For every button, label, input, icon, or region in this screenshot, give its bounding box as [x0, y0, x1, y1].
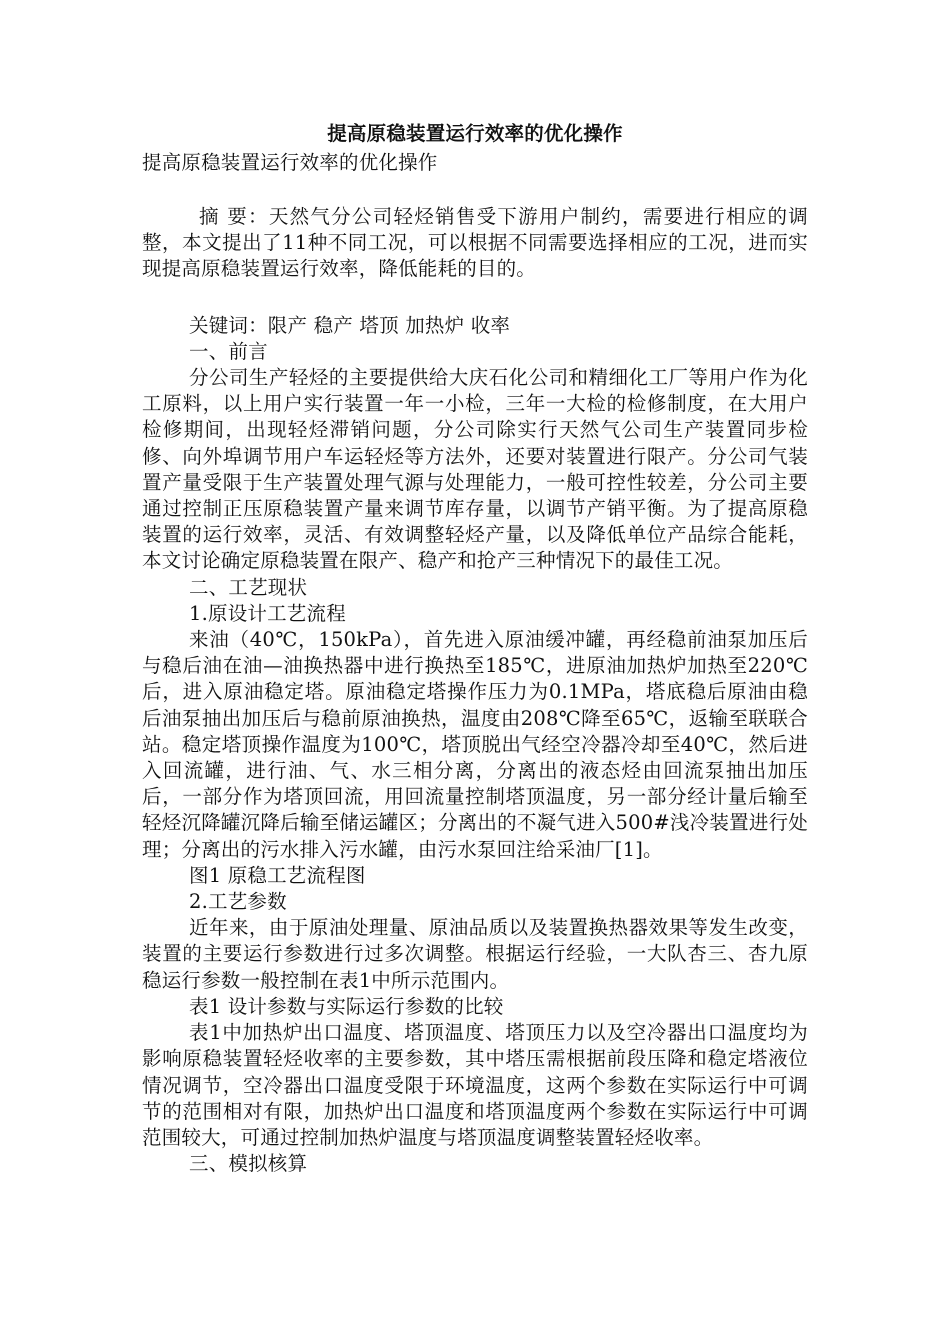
document-body	[142, 120, 808, 1177]
section-heading-simulation: 三、模拟核算	[189, 1152, 308, 1176]
section-heading-introduction: 一、前言	[189, 339, 268, 363]
table-1-discussion-paragraph: 表1中加热炉出口温度、塔顶温度、塔顶压力以及空冷器出口温度均为影响原稳装置轻烃收率的主要参数，其中塔压需根据前段压降和稳定塔液位情况调节，空冷器出口温度受限于环境温度，这两个参数在实际运行中可调节的范围相对有限，加热炉出口温度和塔顶温度两个参数在实际运行中可调范围较大，可通过控制加热炉温度与塔顶温度调整装置轻烃收率。	[142, 1021, 808, 1149]
subsection-heading-original-design: 1.原设计工艺流程	[189, 601, 346, 625]
document-title: 提高原稳装置运行效率的优化操作	[327, 122, 623, 145]
figure-1-caption: 图1 原稳工艺流程图	[189, 863, 366, 887]
subsection-heading-process-parameters: 2.工艺参数	[189, 890, 287, 914]
process-flow-paragraph: 来油（40℃，150kPa），首先进入原油缓冲罐，再经稳前油泵加压后与稳后油在油—油换热器中进行换热至185℃，进原油加热炉加热至220℃后，进入原油稳定塔。原油稳定塔操作压力为0.1MPa，塔底稳后原油由稳后油泵抽出加压后与稳前原油换热，温度由208℃降至65℃，返输至联联合站。稳定塔顶操作温度为100℃，塔顶脱出气经空冷器冷却至40℃，然后进入回流罐，进行油、气、水三相分离，分离出的液态烃由回流泵抽出加压后，一部分作为塔顶回流，用回流量控制塔顶温度，另一部分经计量后输至轻烃沉降罐沉降后输至储运罐区；分离出的不凝气进入500#浅冷装置进行处理；分离出的污水排入污水罐，由污水泵回注给采油厂[1]。	[142, 628, 808, 861]
document-subtitle: 提高原稳装置运行效率的优化操作	[142, 151, 438, 174]
abstract-paragraph: 摘 要：天然气分公司轻烃销售受下游用户制约，需要进行相应的调整，本文提出了11种不同工况，可以根据不同需要选择相应的工况，进而实现提高原稳装置运行效率，降低能耗的目的。	[142, 205, 808, 281]
introduction-paragraph: 分公司生产轻烃的主要提供给大庆石化公司和精细化工厂等用户作为化工原料，以上用户实行装置一年一小检，三年一大检的检修制度，在大用户检修期间，出现轻烃滞销问题，分公司除实行天然气公司生产装置同步检修、向外埠调节用户车运轻烃等方法外，还要对装置进行限产。分公司气装置产量受限于生产装置处理气源与处理能力，一般可控性较差，分公司主要通过控制正压原稳装置产量来调节库存量，以调节产销平衡。为了提高原稳装置的运行效率，灵活、有效调整轻烃产量，以及降低单位产品综合能耗，本文讨论确定原稳装置在限产、稳产和抢产三种情况下的最佳工况。	[142, 366, 808, 573]
keywords-line: 关键词：限产 稳产 塔顶 加热炉 收率	[189, 313, 511, 337]
table-1-caption: 表1 设计参数与实际运行参数的比较	[189, 994, 504, 1018]
process-parameters-paragraph: 近年来，由于原油处理量、原油品质以及装置换热器效果等发生改变，装置的主要运行参数进行过多次调整。根据运行经验，一大队杏三、杏九原稳运行参数一般控制在表1中所示范围内。	[142, 916, 808, 992]
section-heading-process-status: 二、工艺现状	[189, 575, 308, 599]
